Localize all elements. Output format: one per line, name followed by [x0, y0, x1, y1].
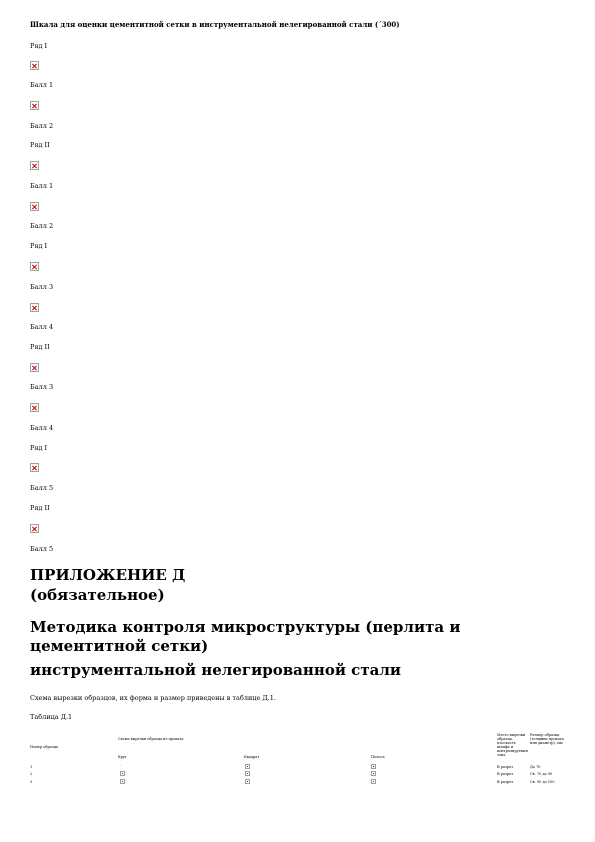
table-row-number: 3 [30, 780, 33, 784]
broken-image-icon [120, 771, 125, 776]
scale-label: Балл 5 [30, 545, 54, 553]
appendix-subtitle: (обязательное) [30, 586, 165, 604]
table-header-square: Квадрат [244, 755, 260, 759]
scale-label: Ряд II [30, 343, 50, 351]
broken-image-icon [30, 101, 39, 110]
broken-image-icon [30, 463, 39, 472]
table-cell-location: В разрез [497, 772, 514, 776]
scale-label: Балл 1 [30, 182, 54, 190]
scale-label: Балл 1 [30, 81, 54, 89]
table-header-round: Круг [118, 755, 127, 759]
broken-image-icon [245, 764, 250, 769]
table-header-strip: Полоса [371, 755, 385, 759]
broken-image-icon [30, 161, 39, 170]
table-cell-size: До 70 [530, 765, 541, 769]
broken-image-icon [30, 202, 39, 211]
broken-image-icon [245, 771, 250, 776]
table-cell-location: В разрез [497, 765, 514, 769]
appendix-title: ПРИЛОЖЕНИЕ Д [30, 566, 186, 584]
scale-label: Балл 4 [30, 424, 54, 432]
broken-image-icon [30, 403, 39, 412]
broken-image-icon [30, 262, 39, 271]
table-row-number: 2 [30, 772, 33, 776]
broken-image-icon [371, 771, 376, 776]
table-label: Таблица Д.1 [30, 713, 73, 721]
table-cell-size: Св. 70 до 90 [530, 772, 553, 776]
table-header-number: Номер образца [30, 745, 59, 749]
paragraph-text: Схема вырезки образцов, их форма и размер приведены в таблице Д.1. [30, 694, 276, 702]
scale-label: Балл 3 [30, 283, 54, 291]
method-title-line: инструментальной нелегированной стали [30, 661, 402, 679]
method-title-line: Методика контроля микроструктуры (перлита и цементитной сетки) [30, 618, 461, 655]
table-header-group: Схема вырезки образца из проката [118, 737, 184, 741]
broken-image-icon [245, 779, 250, 784]
table-cell-size: Св. 90 до 100 [530, 780, 555, 784]
broken-image-icon [30, 303, 39, 312]
scale-label: Балл 4 [30, 323, 54, 331]
table-header-size: Размер образца (толщина проката или диаметр), мм [530, 733, 564, 745]
scale-label: Ряд I [30, 42, 48, 50]
scale-label: Ряд II [30, 504, 50, 512]
table-row-number: 1 [30, 765, 33, 769]
broken-image-icon [120, 779, 125, 784]
scale-label: Ряд I [30, 242, 48, 250]
scale-label: Балл 5 [30, 484, 54, 492]
table-cell-location: В разрез [497, 780, 514, 784]
broken-image-icon [371, 779, 376, 784]
table-cell-image: · [120, 764, 122, 768]
broken-image-icon [30, 524, 39, 533]
broken-image-icon [30, 61, 39, 70]
scale-label: Ряд I [30, 444, 48, 452]
table-header-location: Место вырезки образца, плоскость шлифа и контролируемая зона [497, 733, 528, 757]
scale-caption: Шкала для оценки цементитной сетки в инструментальной нелегированной стали (´300) [30, 20, 400, 29]
scale-label: Ряд II [30, 141, 50, 149]
broken-image-icon [30, 363, 39, 372]
scale-label: Балл 3 [30, 383, 54, 391]
scale-label: Балл 2 [30, 122, 54, 130]
broken-image-icon [371, 764, 376, 769]
scale-label: Балл 2 [30, 222, 54, 230]
